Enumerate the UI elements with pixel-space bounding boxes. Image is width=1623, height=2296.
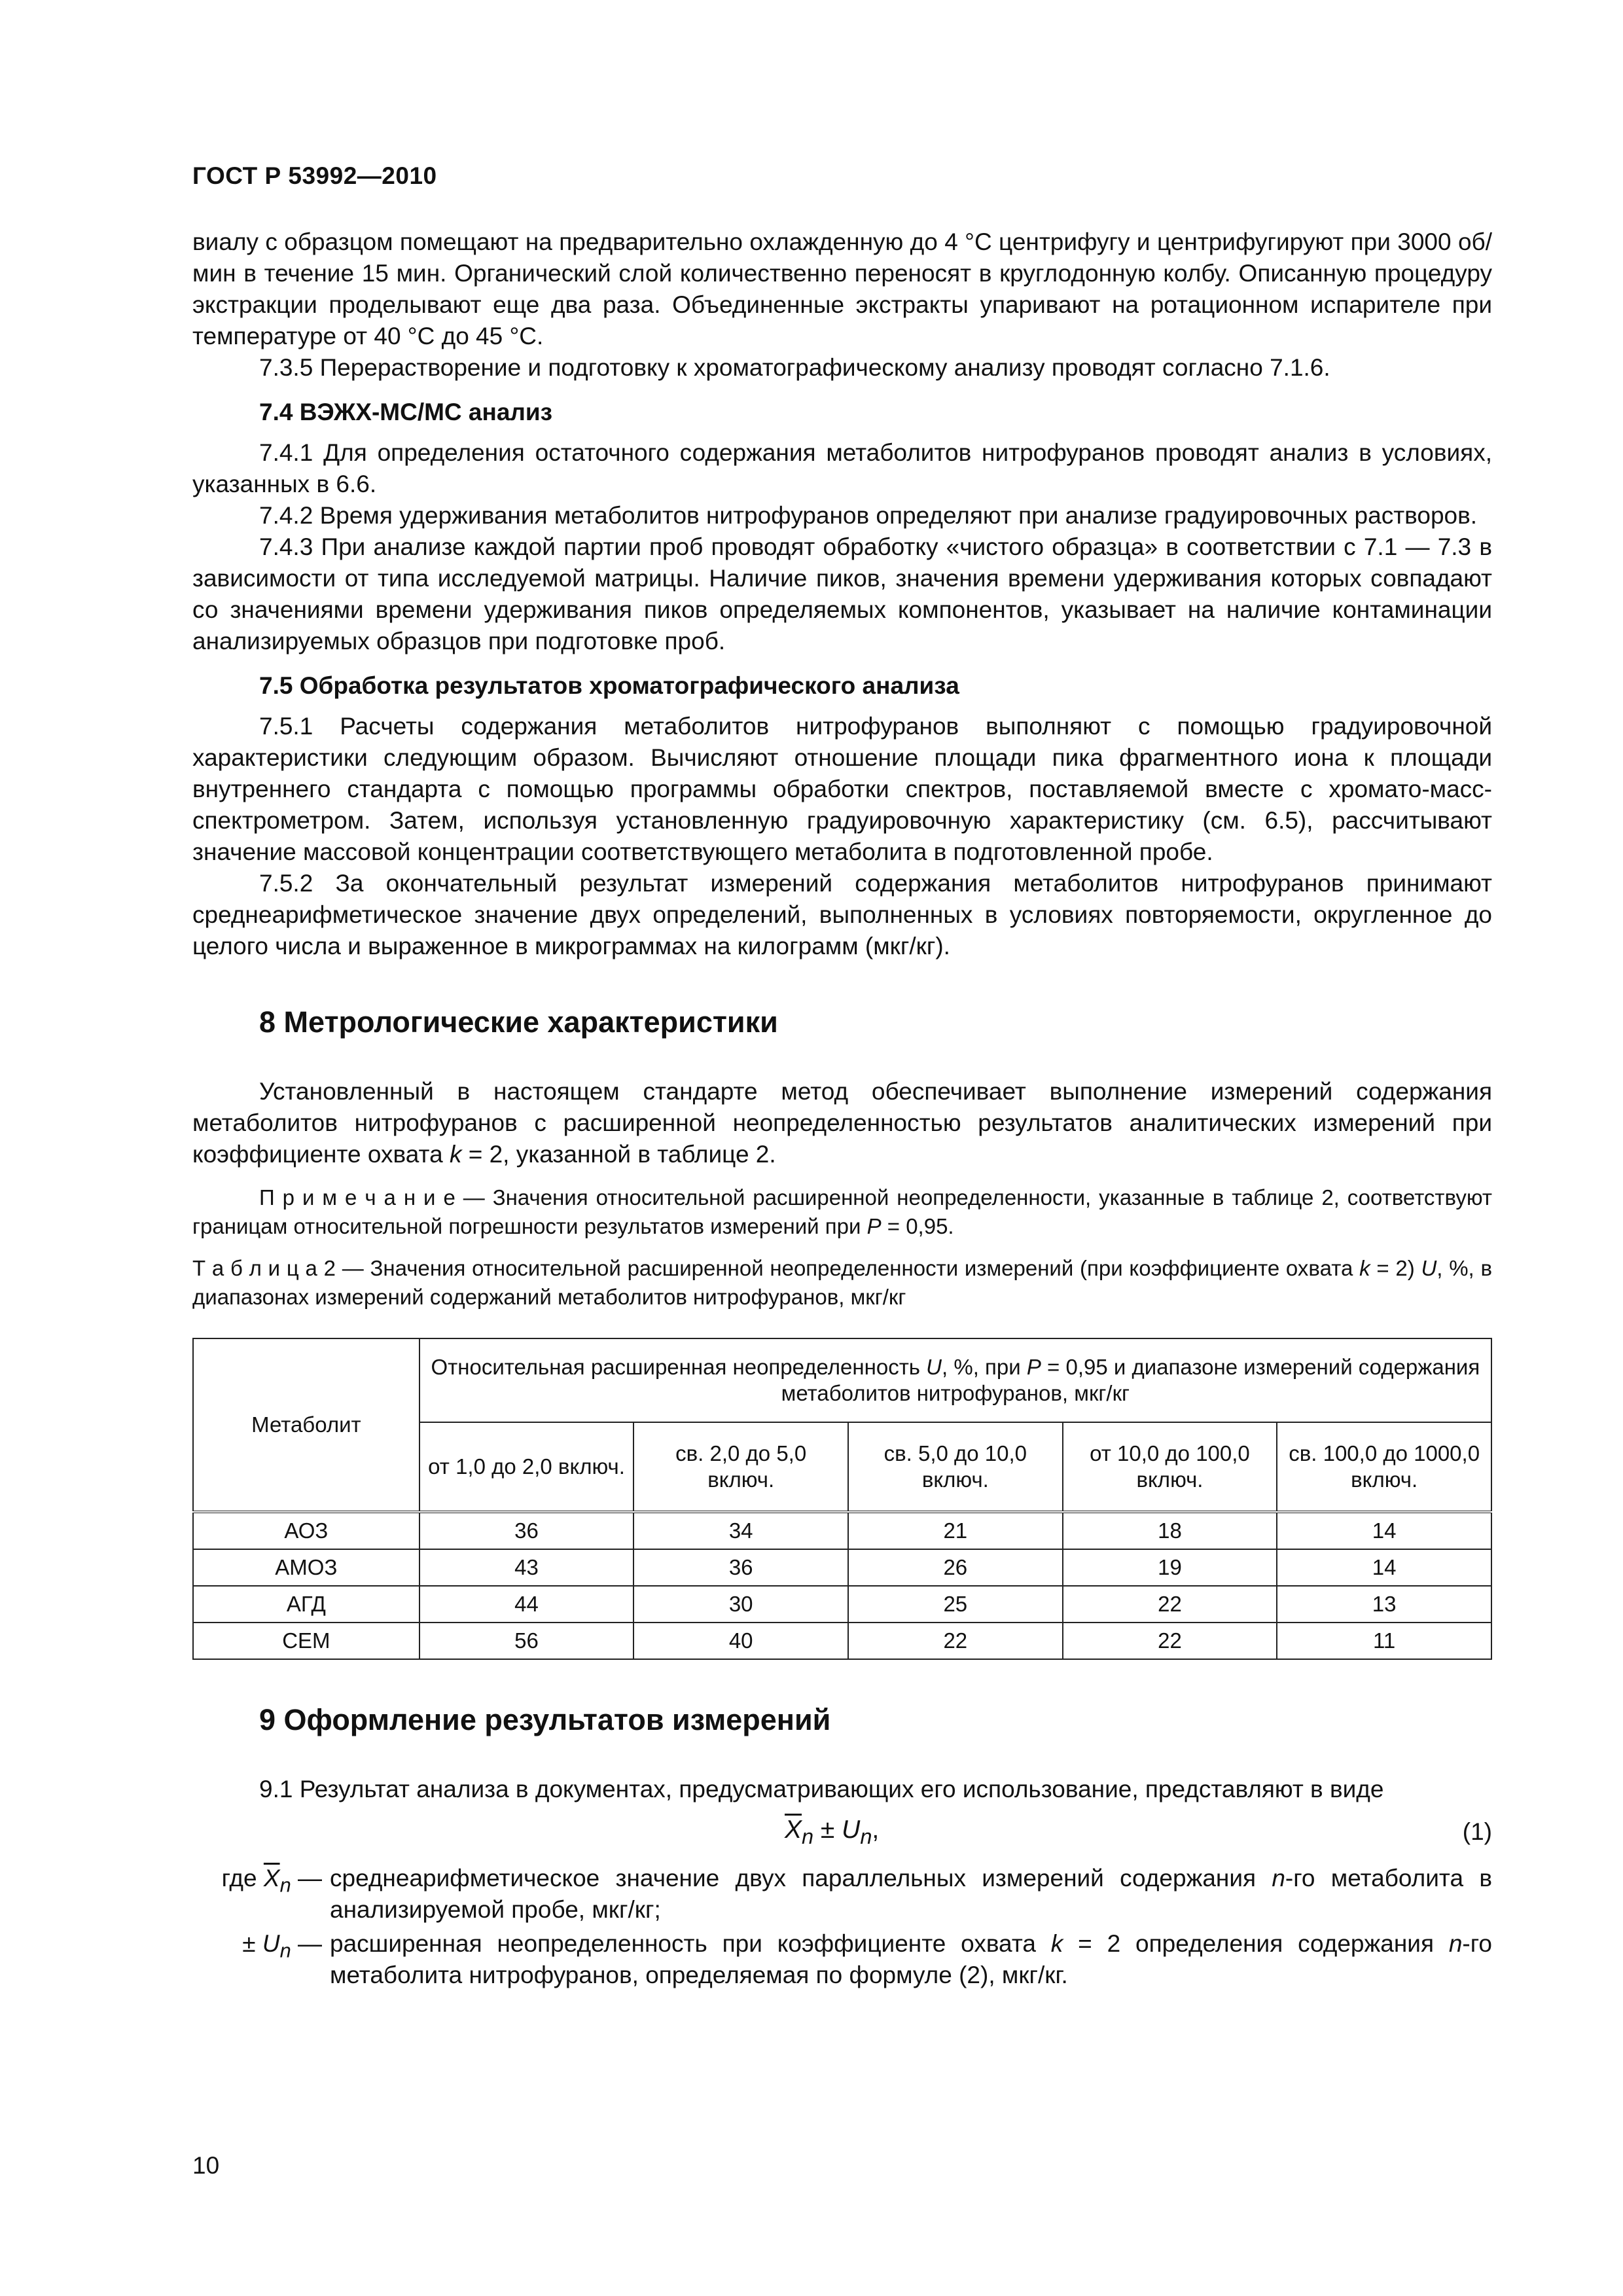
definition-text	[330, 1863, 1492, 1926]
text-run: = 2 определения содержания	[1063, 1930, 1449, 1957]
column-header-metabolite: Метаболит	[193, 1338, 419, 1512]
text-run: Установленный в настоящем стандарте метод обеспечивает выполнение измерений содержания метаболитов нитрофуранов с расширенной неопределенностью результатов аналитических измерений при коэффициенте охвата	[192, 1078, 1492, 1168]
range-header: св. 5,0 до 10,0 включ.	[848, 1422, 1063, 1512]
column-group-header	[419, 1338, 1491, 1422]
table-cell: 19	[1063, 1549, 1277, 1586]
text-run: — Значения относительной расширенной неопределенности, указанные в таблице 2, соответствуют границам относительной погрешности результатов измерений при	[192, 1185, 1492, 1238]
paragraph-7-4-3: 7.4.3 При анализе каждой партии проб проводят обработку «чистого образца» в соответствии с 7.1 — 7.3 в зависимости от типа исследуемой матрицы. Наличие пиков, значения времени удерживания которых совпадают со значениями времени удерживания пиков определяемых компонентов, указывает на наличие контаминации анализируемых образцов при подготовке проб.	[192, 533, 1492, 655]
range-header: от 1,0 до 2,0 включ.	[419, 1422, 634, 1512]
table-caption	[192, 1254, 1492, 1312]
table-cell: 22	[1063, 1623, 1277, 1659]
table-cell: 14	[1277, 1512, 1491, 1549]
range-header: св. 2,0 до 5,0 включ.	[633, 1422, 848, 1512]
text-run: -го метаболита в анализируемой пробе, мкг/кг;	[330, 1865, 1492, 1923]
table-cell: 21	[848, 1512, 1063, 1549]
subsection-heading-7-5: 7.5 Обработка результатов хроматографического анализа	[259, 672, 959, 699]
symbol-x-mean: $\overline{X}$	[785, 1816, 802, 1844]
paragraph-7-4-1: 7.4.1 Для определения остаточного содержания метаболитов нитрофуранов проводят анализ в условиях, указанных в 6.6.	[192, 439, 1492, 497]
range-header: от 10,0 до 100,0 включ.	[1063, 1422, 1277, 1512]
metabolite-name: СЕМ	[193, 1623, 419, 1659]
table-cell: 11	[1277, 1623, 1491, 1659]
text-run: = 2, указанной в таблице 2.	[461, 1141, 776, 1168]
text-run: —	[291, 1865, 322, 1892]
table-row	[193, 1586, 1491, 1623]
document-body	[192, 226, 1492, 1994]
symbol-p: P	[866, 1214, 882, 1238]
range-header: св. 100,0 до 1000,0 включ.	[1277, 1422, 1491, 1512]
text-run: = 2)	[1370, 1256, 1421, 1280]
text-run: —	[291, 1930, 322, 1957]
text-run: -го метаболита нитрофуранов, определяемая по формуле (2), мкг/кг.	[330, 1930, 1492, 1988]
table-cell: 34	[633, 1512, 848, 1549]
text-run: среднеарифметическое значение двух параллельных измерений содержания	[330, 1865, 1272, 1892]
text-run: расширенная неопределенность при коэффициенте охвата	[330, 1930, 1051, 1957]
section-heading-8: 8 Метрологические характеристики	[259, 1005, 778, 1039]
table-cell: 36	[419, 1512, 634, 1549]
text-run: — Значения относительной расширенной неопределенности измерений (при коэффициенте охвата	[335, 1256, 1360, 1280]
uncertainty-table	[192, 1338, 1492, 1660]
subscript-n: n	[860, 1824, 872, 1848]
definition-term	[192, 1928, 330, 1994]
paragraph-7-5-1: 7.5.1 Расчеты содержания метаболитов нитрофуранов выполняют с помощью градуировочной характеристики следующим образом. Вычисляют отношение площади пика фрагментного иона к площади внутреннего стандарта с помощью программы обработки спектров, поставляемой вместе с хромато-масс-спектрометром. Затем, используя установленную градуировочную характеристику (см. 6.5), рассчитывают значение массовой концентрации соответствующего метаболита в подготовленной пробе.	[192, 713, 1492, 865]
paragraph-7-4-2: 7.4.2 Время удерживания метаболитов нитрофуранов определяют при анализе градуировочных растворов.	[259, 502, 1478, 529]
text-run: Относительная расширенная неопределенность	[431, 1355, 927, 1379]
table-header-row	[193, 1338, 1491, 1422]
symbol-u: U	[262, 1930, 280, 1957]
paragraph-9-1: 9.1 Результат анализа в документах, предусматривающих его использование, представляют в виде	[259, 1776, 1384, 1803]
table-cell: 30	[633, 1586, 848, 1623]
metabolite-name: АМОЗ	[193, 1549, 419, 1586]
table-cell: 18	[1063, 1512, 1277, 1549]
symbol-n: n	[1448, 1930, 1463, 1957]
paragraph-7-5-2: 7.5.2 За окончательный результат измерений содержания метаболитов нитрофуранов принимают среднеарифметическое значение двух определений, выполненных в условиях повторяемости, округленное до целого числа и выраженное в микрограммах на килограмм (мкг/кг).	[192, 870, 1492, 960]
symbol-u: U	[842, 1816, 861, 1844]
table-cell: 56	[419, 1623, 634, 1659]
subscript-n: n	[802, 1824, 814, 1848]
document-header: ГОСТ Р 53992—2010	[192, 162, 437, 189]
symbol-p: P	[1026, 1355, 1041, 1379]
table-cell: 26	[848, 1549, 1063, 1586]
formula-1	[192, 1812, 1492, 1857]
page-number: 10	[192, 2152, 220, 2179]
text-run: где	[221, 1865, 264, 1892]
text-run: , %, при	[942, 1355, 1027, 1379]
table-cell: 25	[848, 1586, 1063, 1623]
table-cell: 14	[1277, 1549, 1491, 1586]
paragraph-section-8	[192, 1076, 1492, 1170]
subscript-n: n	[279, 1873, 291, 1897]
table-label: Т а б л и ц а 2	[192, 1256, 336, 1280]
text-run: , %, в диапазонах измерений содержаний метаболитов нитрофуранов, мкг/кг	[192, 1256, 1492, 1309]
symbol-k: k	[1050, 1930, 1063, 1957]
symbol-x-mean: $\overline{X}$	[263, 1865, 280, 1892]
table-row	[193, 1623, 1491, 1659]
symbol-k: k	[1359, 1256, 1370, 1280]
formula-number: (1)	[1462, 1818, 1492, 1845]
metabolite-name: АГД	[193, 1586, 419, 1623]
formula-expression	[785, 1816, 879, 1849]
paragraph-7-3-5: 7.3.5 Перерастворение и подготовку к хроматографическому анализу проводят согласно 7.1.6.	[259, 354, 1330, 381]
symbol-n: n	[1272, 1865, 1285, 1892]
definition-text	[330, 1928, 1492, 1991]
text-run: ,	[872, 1816, 880, 1844]
table-cell: 22	[848, 1623, 1063, 1659]
section-heading-9: 9 Оформление результатов измерений	[259, 1703, 831, 1736]
table-cell: 13	[1277, 1586, 1491, 1623]
table-cell: 36	[633, 1549, 848, 1586]
subsection-heading-7-4: 7.4 ВЭЖХ-МС/МС анализ	[259, 399, 553, 425]
paragraph-continuation: виалу с образцом помещают на предварительно охлажденную до 4 °С центрифугу и центрифугируют при 3000 об/мин в течение 15 мин. Органический слой количественно переносят в круглодонную колбу. Описанную процедуру экстракции проделывают еще два раза. Объединенные экстракты упаривают на ротационном испарителе при температуре от 40 °С до 45 °С.	[192, 228, 1492, 350]
definitions	[192, 1863, 1492, 1994]
symbol-u: U	[1421, 1256, 1437, 1280]
definition-term	[192, 1863, 330, 1928]
subscript-n: n	[279, 1939, 291, 1962]
table-row	[193, 1512, 1491, 1549]
table-cell: 40	[633, 1623, 848, 1659]
symbol-u: U	[926, 1355, 942, 1379]
plus-minus: ±	[242, 1930, 262, 1957]
table-cell: 44	[419, 1586, 634, 1623]
note	[192, 1183, 1492, 1241]
table-cell: 43	[419, 1549, 634, 1586]
text-run: = 0,95 и диапазоне измерений содержания метаболитов нитрофуранов, мкг/кг	[781, 1355, 1480, 1405]
plus-minus: ±	[813, 1816, 842, 1844]
metabolite-name: АОЗ	[193, 1512, 419, 1549]
note-label: П р и м е ч а н и е	[259, 1185, 455, 1210]
table-row	[193, 1549, 1491, 1586]
symbol-k: k	[449, 1141, 462, 1168]
table-cell: 22	[1063, 1586, 1277, 1623]
text-run: = 0,95.	[881, 1214, 954, 1238]
